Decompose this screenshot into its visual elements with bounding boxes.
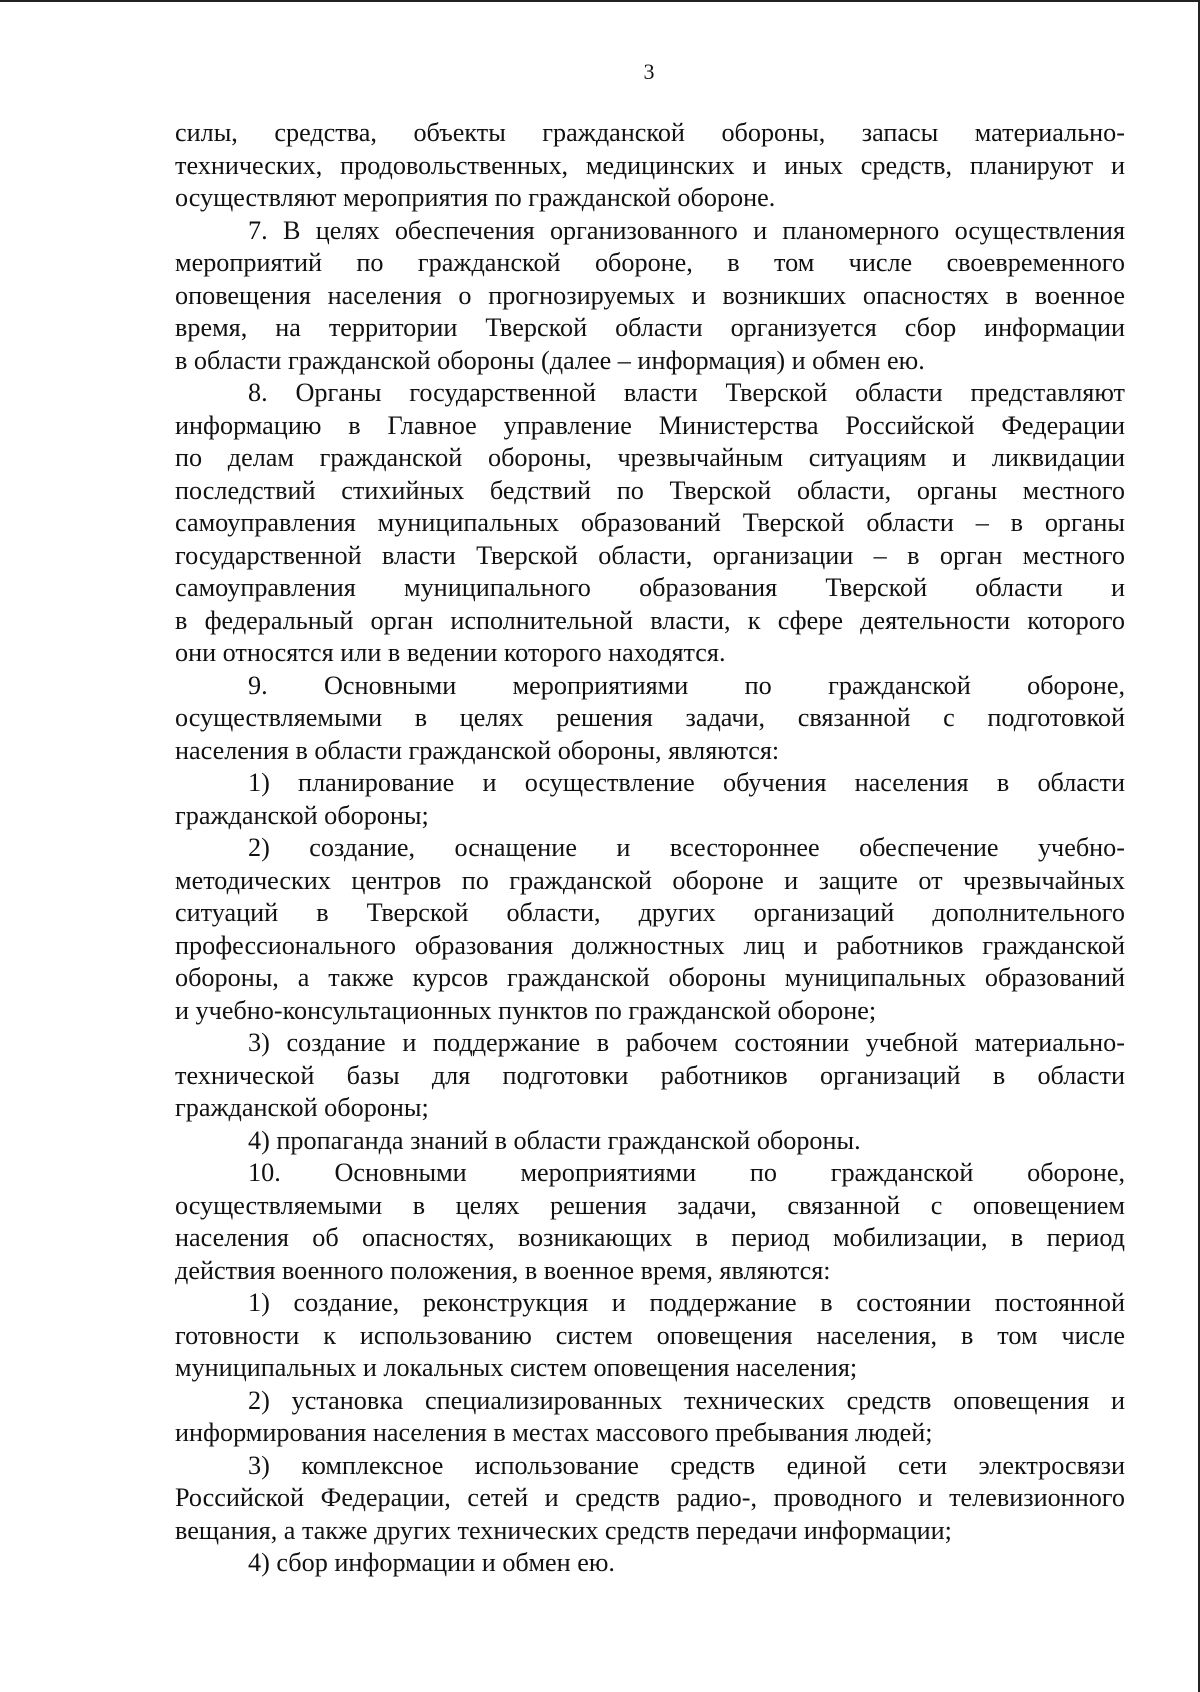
paragraph-line: 3) создание и поддержание в рабочем состоянии учебной материально- [248, 1028, 1125, 1057]
paragraph-line: ситуаций в Тверской области, других организаций дополнительного [175, 898, 1125, 927]
paragraph-line: Российской Федерации, сетей и средств радио-, проводного и телевизионного [175, 1483, 1125, 1512]
paragraph-line: действия военного положения, в военное время, являются: [175, 1255, 831, 1285]
paragraph-line: 1) планирование и осуществление обучения населения в области [248, 768, 1125, 797]
paragraph-line: информирования населения в местах массового пребывания людей; [175, 1418, 933, 1447]
paragraph-line: 2) создание, оснащение и всестороннее обеспечение учебно- [248, 833, 1125, 862]
paragraph-line: осуществляемыми в целях решения задачи, связанной с оповещением [175, 1190, 1125, 1220]
paragraph-line: муниципальных и локальных систем оповещения населения; [175, 1353, 858, 1382]
paragraph-line: самоуправления муниципальных образований Тверской области – в органы [175, 508, 1125, 537]
paragraph-line: гражданской обороны; [175, 1093, 429, 1122]
paragraph-line: осуществляемыми в целях решения задачи, связанной с подготовкой [175, 703, 1125, 732]
page-number: 3 [643, 59, 655, 84]
document-body [175, 117, 1125, 1580]
paragraph-line: технической базы для подготовки работников организаций в области [175, 1060, 1125, 1090]
paragraph-line: в федеральный орган исполнительной власти, к сфере деятельности которого [175, 605, 1125, 635]
paragraph-line: мероприятий по гражданской обороне, в том числе своевременного [175, 248, 1125, 277]
paragraph-line: 2) установка специализированных технических средств оповещения и [248, 1385, 1125, 1415]
paragraph-line: силы, средства, объекты гражданской обороны, запасы материально- [175, 118, 1125, 147]
paragraph-line: 10. Основными мероприятиями по гражданской обороне, [248, 1158, 1125, 1187]
paragraph-line: технических, продовольственных, медицинских и иных средств, планируют и [175, 150, 1125, 180]
paragraph-line: 4) пропаганда знаний в области гражданской обороны. [248, 1125, 861, 1155]
paragraph-line: самоуправления муниципального образования Тверской области и [175, 573, 1125, 602]
paragraph-line: и учебно-консультационных пунктов по гражданской обороне; [175, 995, 877, 1025]
paragraph-line: последствий стихийных бедствий по Тверской области, органы местного [175, 475, 1125, 505]
paragraph-line: 9. Основными мероприятиями по гражданской обороне, [248, 670, 1125, 700]
paragraph-line: 3) комплексное использование средств единой сети электросвязи [248, 1450, 1125, 1480]
paragraph-line: по делам гражданской обороны, чрезвычайным ситуациям и ликвидации [175, 443, 1125, 472]
paragraph-line: 1) создание, реконструкция и поддержание в состоянии постоянной [248, 1288, 1125, 1317]
paragraph-line: время, на территории Тверской области организуется сбор информации [175, 313, 1125, 342]
paragraph-line: гражданской обороны; [175, 800, 429, 830]
paragraph-line: профессионального образования должностных лиц и работников гражданской [175, 930, 1125, 960]
paragraph-line: оповещения населения о прогнозируемых и возникших опасностях в военное [175, 280, 1125, 310]
paragraph-line: государственной власти Тверской области, организации – в орган местного [175, 540, 1125, 570]
paragraph-line: 8. Органы государственной власти Тверской области представляют [248, 378, 1125, 407]
paragraph-line: обороны, а также курсов гражданской обороны муниципальных образований [175, 963, 1125, 992]
paragraph-line: 7. В целях обеспечения организованного и планомерного осуществления [248, 215, 1125, 245]
paragraph-line: осуществляют мероприятия по гражданской обороне. [175, 183, 776, 212]
paragraph-line: 4) сбор информации и обмен ею. [248, 1548, 615, 1577]
paragraph-line: населения в области гражданской обороны, являются: [175, 735, 780, 765]
paragraph-line: готовности к использованию систем оповещения населения, в том числе [175, 1320, 1125, 1350]
paragraph-line: в области гражданской обороны (далее – информация) и обмен ею. [175, 345, 925, 375]
scan-edge-top [0, 0, 1200, 2]
paragraph-line: информацию в Главное управление Министерства Российской Федерации [175, 410, 1125, 440]
paragraph-line: вещания, а также других технических средств передачи информации; [175, 1515, 952, 1545]
paragraph-line: они относятся или в ведении которого находятся. [175, 638, 726, 667]
paragraph-line: населения об опасностях, возникающих в период мобилизации, в период [175, 1223, 1125, 1252]
paragraph-line: методических центров по гражданской обороне и защите от чрезвычайных [175, 865, 1125, 895]
